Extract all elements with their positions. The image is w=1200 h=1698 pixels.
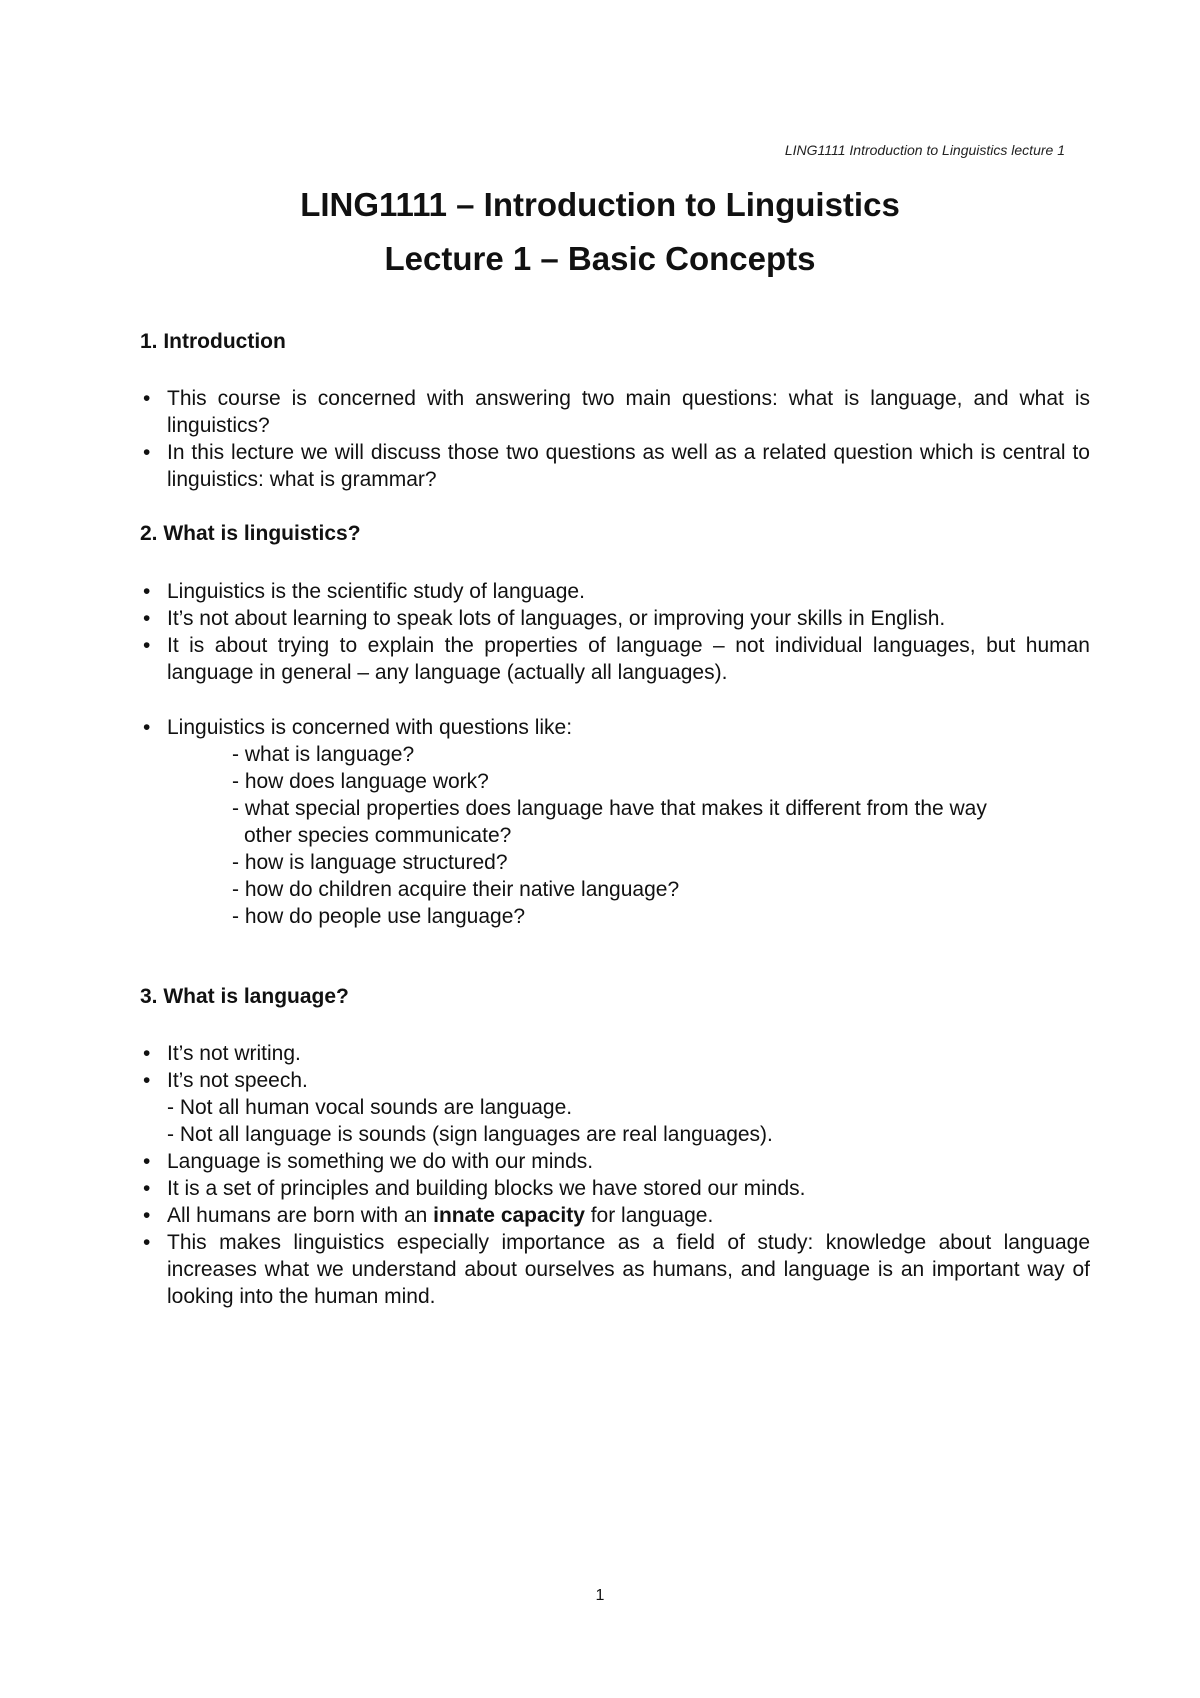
bullet-icon: • <box>143 580 151 603</box>
question-line: - how do children acquire their native language? <box>232 878 680 901</box>
question-line: - what special properties does language have that makes it different from the way <box>232 797 987 820</box>
linguistics-list <box>140 578 1090 686</box>
list-item: • In this lecture we will discuss those two questions as well as a related question which is central to linguistics: what is grammar? <box>143 441 1090 491</box>
bullet-icon: • <box>143 1150 151 1173</box>
list-item: • Linguistics is the scientific study of language. <box>143 580 585 603</box>
bullet-icon: • <box>143 1069 151 1092</box>
running-header: LING1111 Introduction to Linguistics lecture 1 <box>784 142 1065 158</box>
bullet-icon: • <box>143 1177 151 1200</box>
section-heading-linguistics: 2. What is linguistics? <box>140 522 361 545</box>
linguistics-questions-list <box>140 714 1090 930</box>
section-heading-introduction: 1. Introduction <box>140 330 286 353</box>
sub-line: - Not all human vocal sounds are language. <box>167 1096 573 1119</box>
sub-line: - Not all language is sounds (sign languages are real languages). <box>167 1123 773 1146</box>
bullet-icon: • <box>143 607 151 630</box>
document-subtitle: Lecture 1 – Basic Concepts <box>384 240 816 277</box>
introduction-list <box>140 385 1090 493</box>
list-item: • It is about trying to explain the properties of language – not individual languages, but human language in general – any language (actually all languages). <box>143 634 1090 684</box>
list-item: • All humans are born with an innate capacity for language. <box>143 1204 714 1227</box>
document-title: LING1111 – Introduction to Linguistics <box>300 186 900 223</box>
bullet-icon: • <box>143 1204 151 1227</box>
list-item: • This course is concerned with answering two main questions: what is language, and what is linguistics? <box>143 387 1090 437</box>
list-item: • It is a set of principles and building blocks we have stored our minds. <box>143 1177 806 1200</box>
list-item: • This makes linguistics especially importance as a field of study: knowledge about language increases what we understand about ourselves as humans, and language is an important way of looking into the human mind. <box>143 1231 1090 1308</box>
question-line: - how do people use language? <box>232 905 526 928</box>
list-item: • Language is something we do with our minds. <box>143 1150 594 1173</box>
bullet-icon: • <box>143 441 151 464</box>
question-line: other species communicate? <box>244 824 512 847</box>
question-sublist <box>167 741 1090 930</box>
list-item: • It’s not about learning to speak lots of languages, or improving your skills in English. <box>143 607 946 630</box>
bullet-icon: • <box>143 1231 151 1254</box>
section-heading-language: 3. What is language? <box>140 985 349 1008</box>
list-item: • It’s not writing. <box>143 1042 301 1065</box>
list-item: • It’s not speech. - Not all human vocal sounds are language. - Not all language is sounds (sign languages are real languages). <box>140 1067 1090 1148</box>
emphasis-innate-capacity: innate capacity <box>433 1204 585 1227</box>
question-line: - how does language work? <box>232 770 489 793</box>
language-list <box>140 1040 1090 1310</box>
bullet-icon: • <box>143 634 151 657</box>
bullet-icon: • <box>143 387 151 410</box>
question-line: - how is language structured? <box>232 851 508 874</box>
page-number: 1 <box>595 1587 605 1604</box>
list-item: • Linguistics is concerned with questions like: - what is language? - how does language work? - what special properties does language have that makes it different from the way other species communicate? - how is language structured? - how do children acquire their native language? - how do people use language? <box>140 714 1090 930</box>
speech-sublist <box>167 1094 1090 1148</box>
bullet-icon: • <box>143 716 151 739</box>
bullet-icon: • <box>143 1042 151 1065</box>
question-line: - what is language? <box>232 743 415 766</box>
